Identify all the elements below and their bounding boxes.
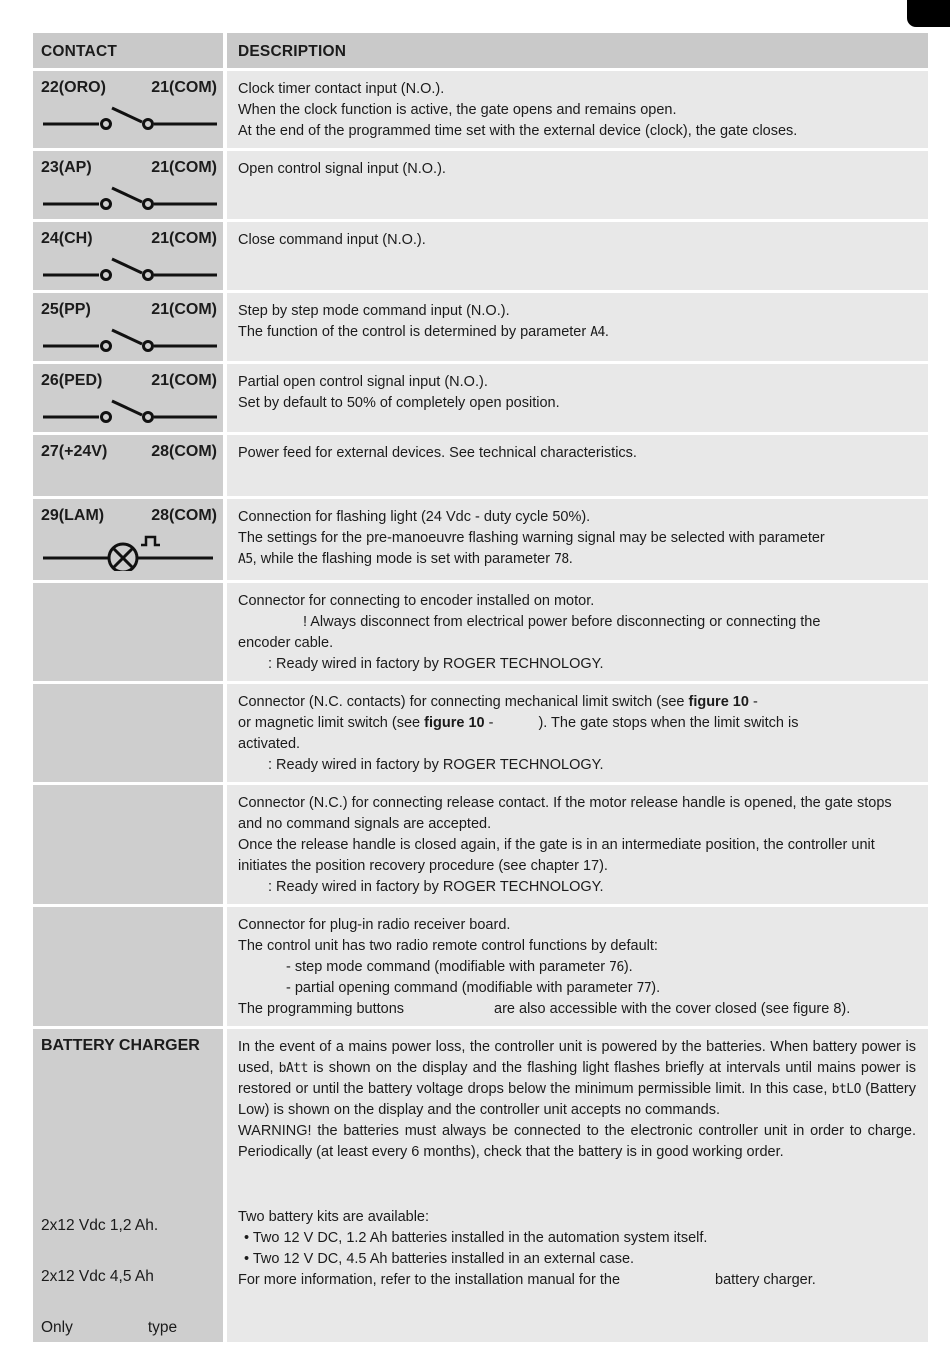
description-text: . [568, 551, 573, 567]
description-line: Connector for plug-in radio receiver board. [238, 917, 511, 933]
description-line: Open control signal input (N.O.). [238, 161, 446, 177]
table-row [33, 293, 928, 361]
description-cell [227, 222, 928, 290]
battery-charger-title: BATTERY CHARGER [41, 1037, 200, 1054]
description-line: Connection for flashing light (24 Vdc - duty cycle 50%). [238, 509, 591, 525]
display-parameter: 78 [554, 552, 569, 567]
description-line [238, 999, 916, 1020]
description-paragraph: WARNING! the batteries must always be connected to the electronic controller unit in order to charge. Periodically (at least every 6 months), check that the battery is in good working order. [238, 1123, 916, 1160]
terminal-label-left: 29(LAM) [41, 507, 105, 524]
description-text: ). The gate stops when the limit switch is [538, 715, 799, 731]
description-line [238, 549, 916, 570]
description-text: ). [623, 959, 633, 975]
description-text: The function of the control is determined by parameter [238, 324, 591, 340]
blank-gap [73, 1317, 148, 1318]
description-text: or magnetic limit switch (see [238, 715, 425, 731]
no-switch-icon [41, 254, 219, 281]
contact-cell [33, 785, 223, 904]
terminal-label-left: 23(AP) [41, 159, 92, 176]
terminal-label-right: 28(COM) [151, 443, 217, 460]
contacts-table [33, 33, 928, 1345]
blank-gap [493, 726, 538, 727]
no-switch-icon [41, 183, 219, 210]
description-paragraph: Once the release handle is closed again, if the gate is in an intermediate position, the controller unit initiates the position recovery procedure (see chapter 17). [238, 837, 875, 874]
table-row [33, 222, 928, 290]
battery-kit-label: 2x12 Vdc 4,5 Ah [41, 1268, 154, 1285]
description-cell [227, 684, 928, 782]
description-line: Clock timer contact input (N.O.). [238, 81, 445, 97]
contact-cell [33, 907, 223, 1026]
description-line [238, 713, 916, 734]
description-cell [227, 293, 928, 361]
description-line: At the end of the programmed time set with the external device (clock), the gate closes. [238, 123, 798, 139]
battery-kit-label: 2x12 Vdc 1,2 Ah. [41, 1217, 159, 1234]
description-line: When the clock function is active, the gate opens and remains open. [238, 102, 677, 118]
terminal-label-left: 26(PED) [41, 372, 103, 389]
no-switch-icon [41, 325, 219, 352]
display-parameter: A5 [238, 552, 253, 567]
battery-type-text: type [147, 1319, 178, 1336]
contact-cell [33, 222, 223, 290]
description-paragraph [238, 1037, 916, 1121]
contact-cell [33, 583, 223, 681]
contact-cell [33, 71, 223, 148]
description-line: Power feed for external devices. See technical characteristics. [238, 445, 637, 461]
description-line [238, 1270, 916, 1291]
description-text: . [604, 324, 609, 340]
header-description-label: DESCRIPTION [238, 43, 347, 60]
no-switch-icon [41, 103, 219, 130]
description-cell [227, 785, 928, 904]
description-line: Connector for connecting to encoder installed on motor. [238, 593, 595, 609]
blank-gap [404, 1012, 494, 1013]
table-row [33, 785, 928, 904]
description-line: : Ready wired in factory by ROGER TECHNOLOGY. [268, 757, 604, 773]
description-text: - partial opening command (modifiable with parameter [286, 980, 637, 996]
table-row [33, 435, 928, 496]
bold-text: figure 10 [424, 715, 485, 731]
contact-cell [33, 1029, 223, 1342]
description-text: is shown on the display and the flashing light flashes briefly at intervals until mains power is restored or until the battery voltage drops below the minimum permissible limit. In this case, [238, 1060, 917, 1097]
terminal-label-left: 27(+24V) [41, 443, 108, 460]
description-cell [227, 151, 928, 219]
header-description-cell [227, 33, 928, 68]
description-cell [227, 1029, 928, 1342]
description-line: Two battery kits are available: [238, 1209, 430, 1225]
contact-cell [33, 499, 223, 580]
description-text: , while the flashing mode is set with parameter [252, 551, 555, 567]
bold-text: figure 10 [688, 694, 749, 710]
description-line: : Ready wired in factory by ROGER TECHNOLOGY. [268, 656, 604, 672]
terminal-label-left: 24(CH) [41, 230, 93, 247]
description-text: - [484, 715, 494, 731]
description-line: Close command input (N.O.). [238, 232, 426, 248]
display-code: btLO [831, 1082, 861, 1097]
description-paragraph: Connector (N.C.) for connecting release contact. If the motor release handle is opened, the gate stops and no command signals are accepted. [238, 795, 892, 832]
terminal-label-right: 21(COM) [151, 372, 217, 389]
description-cell [227, 583, 928, 681]
description-text: For more information, refer to the installation manual for the [238, 1272, 621, 1288]
table-row [33, 151, 928, 219]
contact-cell [33, 151, 223, 219]
description-line [238, 692, 916, 713]
terminal-label-right: 21(COM) [151, 159, 217, 176]
contact-cell [33, 364, 223, 432]
description-line: The settings for the pre-manoeuvre flashing warning signal may be selected with parameter [238, 530, 825, 546]
table-row [33, 907, 928, 1026]
terminal-label-right: 21(COM) [151, 79, 217, 96]
description-text: Connector (N.C. contacts) for connecting mechanical limit switch (see [238, 694, 689, 710]
battery-type-note [41, 1317, 217, 1338]
description-line: Set by default to 50% of completely open position. [238, 395, 560, 411]
header-contact-cell [33, 33, 223, 68]
description-line [238, 322, 916, 343]
table-row [33, 71, 928, 148]
display-code: bAtt [278, 1061, 308, 1076]
description-text: The programming buttons [238, 1001, 405, 1017]
flashing-lamp-icon [41, 531, 219, 571]
description-text: battery charger. [715, 1272, 816, 1288]
display-parameter: A4 [590, 325, 605, 340]
bullet-item: • Two 12 V DC, 1.2 Ah batteries installed in the automation system itself. [244, 1230, 708, 1246]
description-text: - step mode command (modifiable with parameter [286, 959, 610, 975]
description-cell [227, 907, 928, 1026]
description-line: activated. [238, 736, 301, 752]
blank-gap [620, 1283, 715, 1284]
description-cell [227, 435, 928, 496]
description-text: (Battery Low) is shown on the display and the controller unit accepts no commands. [238, 1081, 916, 1118]
table-header-row [33, 33, 928, 68]
display-parameter: 76 [609, 960, 624, 975]
description-cell [227, 71, 928, 148]
page-corner-tab [907, 0, 950, 27]
description-cell [227, 364, 928, 432]
terminal-label-left: 22(ORO) [41, 79, 106, 96]
terminal-label-left: 25(PP) [41, 301, 91, 318]
table-row [33, 583, 928, 681]
description-cell [227, 499, 928, 580]
description-text: ). [651, 980, 661, 996]
table-row [33, 684, 928, 782]
display-parameter: 77 [636, 981, 652, 996]
table-row [33, 364, 928, 432]
battery-type-text: Only [41, 1319, 73, 1336]
terminal-label-right: 21(COM) [151, 230, 217, 247]
no-switch-icon [41, 396, 219, 423]
description-line: The control unit has two radio remote control functions by default: [238, 938, 658, 954]
bullet-item: • Two 12 V DC, 4.5 Ah batteries installed in an external case. [244, 1251, 635, 1267]
description-text: - [748, 694, 758, 710]
contact-cell [33, 293, 223, 361]
terminal-label-right: 21(COM) [151, 301, 217, 318]
description-line: ! Always disconnect from electrical power before disconnecting or connecting the [303, 614, 821, 630]
description-line: encoder cable. [238, 635, 334, 651]
header-contact-label: CONTACT [41, 42, 118, 60]
contact-cell [33, 684, 223, 782]
description-line: Partial open control signal input (N.O.). [238, 374, 488, 390]
description-line: Step by step mode command input (N.O.). [238, 303, 510, 319]
description-text: In the event of a mains power loss, the controller unit is powered by the batteries. When battery power is used, [238, 1039, 916, 1076]
contact-cell [33, 435, 223, 496]
description-line [238, 957, 916, 978]
table-row [33, 1029, 928, 1342]
table-row [33, 499, 928, 580]
description-line [238, 978, 916, 999]
description-line: : Ready wired in factory by ROGER TECHNOLOGY. [268, 879, 604, 895]
description-text: are also accessible with the cover closed (see figure 8). [494, 1001, 851, 1017]
terminal-label-right: 28(COM) [151, 507, 217, 524]
